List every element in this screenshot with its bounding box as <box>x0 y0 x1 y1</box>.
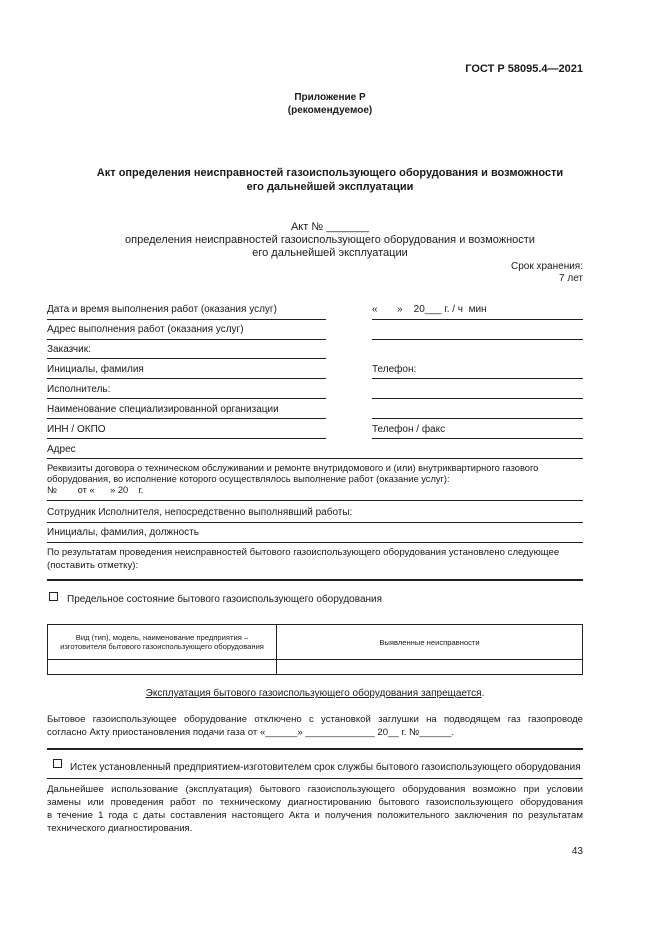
service-life-line <box>47 778 583 779</box>
inn-line <box>47 438 326 439</box>
executor-label: Исполнитель: <box>47 384 111 395</box>
table-row <box>48 660 583 675</box>
option-separator <box>47 748 583 750</box>
datetime-value: « » 20___ г. / ч мин <box>372 304 487 315</box>
org-name-line-right <box>372 418 583 419</box>
act-line-2: его дальнейшей эксплуатации <box>252 247 408 259</box>
org-name-line <box>47 418 326 419</box>
address-label: Адрес <box>47 444 76 455</box>
limit-state-checkbox[interactable] <box>49 592 58 601</box>
executor-line-right <box>372 398 583 399</box>
para-line-3: в течение 1 года с даты составления настоящего Акта и получения положительного заключения по результатам <box>47 810 583 821</box>
address-work-label: Адрес выполнения работ (оказания услуг) <box>47 324 244 335</box>
heading-line-2: его дальнейшей эксплуатации <box>246 181 414 193</box>
act-number: Акт № _______ <box>290 221 370 233</box>
initials-position-label: Инициалы, фамилия, должность <box>47 527 199 538</box>
contract-line-3: № от « » 20 г. <box>47 485 144 495</box>
heading-line-1: Акт определения неисправностей газоиспользующего оборудования и возможности <box>96 167 564 179</box>
inn-label: ИНН / ОКПО <box>47 424 106 435</box>
table-col-defects: Выявленные неисправности <box>277 625 583 660</box>
employee-label: Сотрудник Исполнителя, непосредственно выполнявший работы: <box>47 507 353 518</box>
datetime-label: Дата и время выполнения работ (оказания услуг) <box>47 304 277 315</box>
org-name-label: Наименование специализированной организации <box>47 404 279 415</box>
results-separator <box>47 579 583 581</box>
contract-line <box>47 500 583 501</box>
contract-line-2: оборудования, во исполнение которого осуществлялось выполнение работ (оказание услуг): <box>47 474 450 484</box>
disconnected-line-1: Бытовое газоиспользующее оборудование отключено с установкой заглушки на подводящем газ газопроводе <box>47 714 583 725</box>
address-line <box>47 458 583 459</box>
customer-label: Заказчик: <box>47 344 91 355</box>
initials-name-label: Инициалы, фамилия <box>47 364 144 375</box>
para-line-4: технического диагностирования. <box>47 823 193 834</box>
storage-value: 7 лет <box>559 273 583 284</box>
para-line-2: замены или проведения работ по техническому диагностированию бытового газоиспользующего оборудования <box>47 797 583 808</box>
contract-line-1: Реквизиты договора о техническом обслуживании и ремонте внутридомового и (или) внутриквартирного газового <box>47 463 539 473</box>
initials-position-line <box>47 542 583 543</box>
executor-line <box>47 398 326 399</box>
customer-line <box>47 358 326 359</box>
phone-fax-label: Телефон / факс <box>372 424 446 435</box>
page-number: 43 <box>571 846 583 857</box>
disconnected-line-2: согласно Акту приостановления подачи газа от «______» _____________ 20__ г. №______. <box>47 727 455 738</box>
results-line-2: (поставить отметку): <box>47 560 139 571</box>
equipment-table <box>47 624 583 675</box>
appendix-title: Приложение Р <box>294 92 366 103</box>
limit-state-label: Предельное состояние бытового газоиспользующего оборудования <box>67 594 383 605</box>
datetime-line <box>47 319 326 320</box>
table-cell-equipment[interactable] <box>48 660 277 675</box>
operation-prohibited-text: Эксплуатация бытового газоиспользующего оборудования запрещается <box>145 688 482 699</box>
address-work-line-right <box>372 339 583 340</box>
operation-prohibited: Эксплуатация бытового газоиспользующего оборудования запрещается. <box>145 688 485 699</box>
table-col-equipment: Вид (тип), модель, наименование предприятия – изготовителя бытового газоиспользующего оборудования <box>48 625 277 660</box>
phone-line <box>372 378 583 379</box>
phone-fax-line <box>372 438 583 439</box>
act-line-1: определения неисправностей газоиспользующего оборудования и возможности <box>125 234 535 246</box>
phone-label: Телефон: <box>372 364 417 375</box>
table-cell-defects[interactable] <box>277 660 583 675</box>
initials-name-line <box>47 378 326 379</box>
results-line-1: По результатам проведения неисправностей бытового газоиспользующего оборудования установлено следующее <box>47 547 560 558</box>
address-work-line <box>47 339 326 340</box>
datetime-value-line <box>372 319 583 320</box>
table-header-row <box>48 625 583 660</box>
storage-label: Срок хранения: <box>510 261 583 272</box>
employee-line <box>47 522 583 523</box>
standard-code: ГОСТ Р 58095.4—2021 <box>465 63 583 75</box>
service-life-checkbox[interactable] <box>53 759 62 768</box>
service-life-label: Истек установленный предприятием-изготовителем срок службы бытового газоиспользующего оборудования <box>70 762 581 773</box>
appendix-subtitle: (рекомендуемое) <box>287 105 373 116</box>
para-line-1: Дальнейшее использование (эксплуатация) бытового газоиспользующего оборудования возможно при условии <box>47 784 583 795</box>
